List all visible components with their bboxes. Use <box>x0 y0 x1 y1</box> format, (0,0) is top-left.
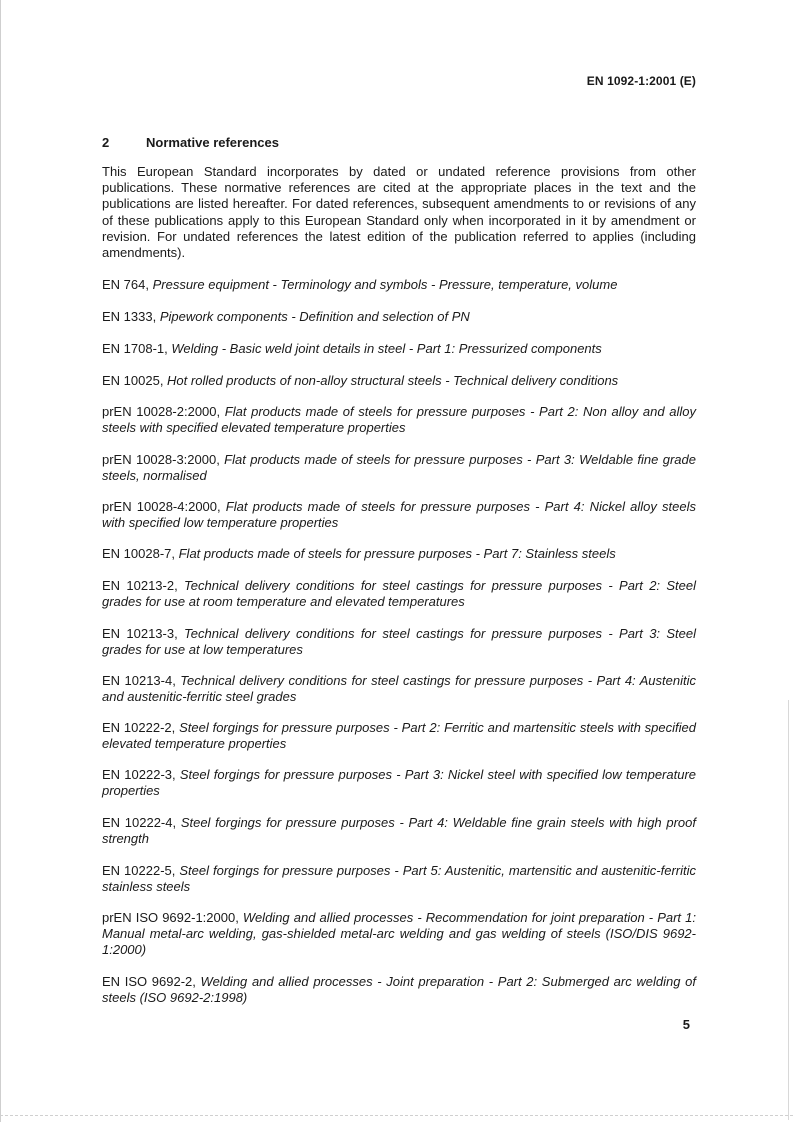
reference-code: EN 10025, <box>102 373 168 388</box>
reference-code: EN 10222-2, <box>102 720 180 735</box>
reference-item <box>102 373 696 389</box>
reference-code: prEN 10028-2:2000, <box>102 404 225 419</box>
page-edge <box>0 1115 793 1116</box>
reference-code: prEN 10028-4:2000, <box>102 499 226 514</box>
reference-item <box>102 673 696 705</box>
reference-item <box>102 452 696 484</box>
reference-title: Steel forgings for pressure purposes - Part 5: Austenitic, martensitic and austenitic-ferritic stainless steels <box>102 863 696 895</box>
reference-title: Steel forgings for pressure purposes - Part 2: Ferritic and martensitic steels with specified elevated temperature properties <box>102 720 696 752</box>
reference-code: EN ISO 9692-2, <box>102 974 201 989</box>
reference-item <box>102 578 696 610</box>
reference-title: Flat products made of steels for pressure purposes - Part 3: Weldable fine grade steels, normalised <box>102 452 696 484</box>
reference-item <box>102 720 696 752</box>
reference-code: prEN ISO 9692-1:2000, <box>102 910 243 925</box>
reference-item <box>102 767 696 799</box>
reference-item <box>102 974 696 1006</box>
reference-code: EN 10222-3, <box>102 767 180 782</box>
reference-item <box>102 910 696 959</box>
reference-code: EN 10213-4, <box>102 673 181 688</box>
reference-item <box>102 863 696 895</box>
reference-code: EN 1708-1, <box>102 341 172 356</box>
reference-title: Flat products made of steels for pressure purposes - Part 2: Non alloy and alloy steels with specified elevated temperature properties <box>102 404 696 436</box>
reference-item <box>102 815 696 847</box>
reference-code: EN 1333, <box>102 309 160 324</box>
page-number: 5 <box>682 1017 690 1032</box>
section-number: 2 <box>102 135 110 150</box>
reference-title: Steel forgings for pressure purposes - Part 3: Nickel steel with specified low temperature properties <box>102 767 697 799</box>
reference-item <box>102 309 696 325</box>
reference-title: Pressure equipment - Terminology and symbols - Pressure, temperature, volume <box>152 277 618 292</box>
section-title: Normative references <box>146 135 279 150</box>
reference-title: Flat products made of steels for pressure purposes - Part 7: Stainless steels <box>178 546 616 561</box>
reference-code: EN 10028-7, <box>102 546 179 561</box>
reference-title: Technical delivery conditions for steel castings for pressure purposes - Part 3: Steel grades for use at low temperatures <box>102 626 696 658</box>
page-edge <box>0 0 1 1122</box>
reference-item <box>102 499 696 531</box>
reference-code: prEN 10028-3:2000, <box>102 452 225 467</box>
reference-code: EN 10222-4, <box>102 815 181 830</box>
reference-item <box>102 546 696 562</box>
reference-item <box>102 341 696 357</box>
intro-paragraph: This European Standard incorporates by dated or undated reference provisions from other publications. These normative references are cited at the appropriate places in the text and the publications are listed hereafter. For dated references, subsequent amendments to or revisions of any of these publications apply to this European Standard only when incorporated in it by amendment or revision. For undated references the latest edition of the publication referred to applies (including amendments). <box>102 164 696 261</box>
reference-code: EN 10213-2, <box>102 578 185 593</box>
reference-title: Pipework components - Definition and selection of PN <box>159 309 470 324</box>
reference-title: Hot rolled products of non-alloy structural steels - Technical delivery conditions <box>167 373 619 388</box>
reference-item <box>102 277 696 293</box>
reference-item <box>102 626 696 658</box>
reference-title: Welding and allied processes - Joint preparation - Part 2: Submerged arc welding of steels (ISO 9692-2:1998) <box>102 974 696 1006</box>
reference-item <box>102 404 696 436</box>
section-heading <box>102 135 279 150</box>
reference-title: Welding - Basic weld joint details in steel - Part 1: Pressurized components <box>171 341 602 356</box>
document-identifier: EN 1092-1:2001 (E) <box>586 74 696 88</box>
reference-code: EN 764, <box>102 277 153 292</box>
reference-code: EN 10222-5, <box>102 863 180 878</box>
reference-title: Technical delivery conditions for steel castings for pressure purposes - Part 2: Steel grades for use at room temperature and elevated temperatures <box>102 578 696 610</box>
reference-code: EN 10213-3, <box>102 626 185 641</box>
reference-title: Flat products made of steels for pressure purposes - Part 4: Nickel alloy steels with specified low temperature properties <box>102 499 697 531</box>
reference-title: Steel forgings for pressure purposes - Part 4: Weldable fine grain steels with high proof strength <box>102 815 696 847</box>
reference-title: Welding and allied processes - Recommendation for joint preparation - Part 1: Manual metal-arc welding, gas-shielded metal-arc welding and gas welding of steels (ISO/DIS 9692-1:2000) <box>102 910 696 958</box>
reference-title: Technical delivery conditions for steel castings for pressure purposes - Part 4: Austenitic and austenitic-ferritic steel grades <box>102 673 696 705</box>
page-edge <box>788 700 789 1120</box>
